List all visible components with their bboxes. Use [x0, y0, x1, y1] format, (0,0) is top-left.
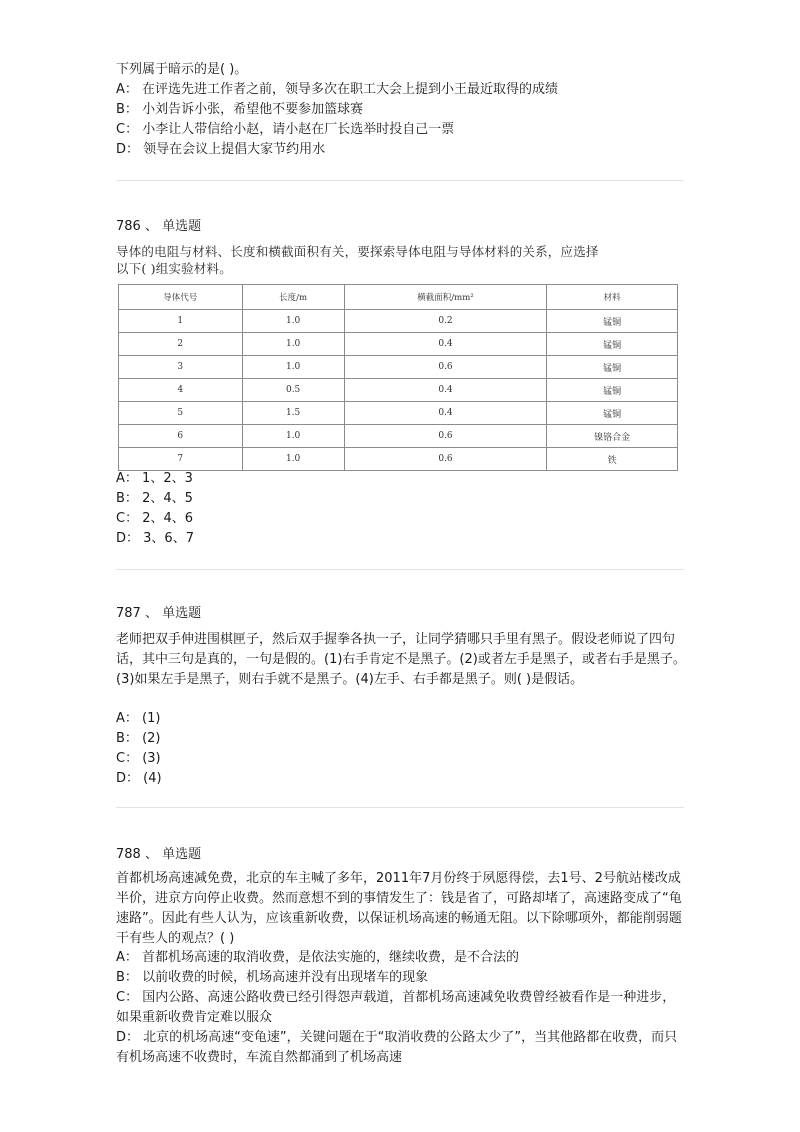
option-label: C：: [116, 511, 139, 526]
divider: [116, 807, 684, 808]
table-cell: 2: [119, 333, 243, 356]
option-text: (4): [143, 771, 162, 786]
option-d[interactable]: [116, 769, 686, 789]
option-b[interactable]: [116, 729, 686, 749]
question-stem: 首都机场高速减免费，北京的车主喊了多年，2011年7月份终于夙愿得偿，去1号、2号航站楼改成半价，进京方向停止收费。然而意想不到的事情发生了：钱是省了，可路却堵了，高速路变成了“龟速路”。因此有些人认为，应该重新收费，以保证机场高速的畅通无阻。以下除哪项外，都能削弱题干有些人的观点？( ): [116, 871, 682, 946]
table-cell: 1.0: [242, 448, 344, 471]
question-heading: 788 、 单选题: [116, 847, 202, 862]
question-stem: 老师把双手伸进围棋匣子，然后双手握拳各执一子，让同学猜哪只手里有黑子。假设老师说了四句话，其中三句是真的，一句是假的。(1)右手肯定不是黑子。(2)或者左手是黑子，或者右手是黑子。(3)如果左手是黑子，则右手就不是黑子。(4)左手、右手都是黑子。则( )是假话。: [116, 632, 686, 687]
question-785: [116, 60, 686, 160]
option-c[interactable]: [116, 749, 686, 769]
column-header: 导体代号: [119, 285, 243, 310]
table-cell: 0.6: [344, 425, 547, 448]
option-text: 领导在会议上提倡大家节约用水: [143, 142, 326, 157]
question-stem: [116, 243, 686, 277]
option-d[interactable]: [116, 1028, 686, 1068]
option-text: 国内公路、高速公路收费已经引得怨声载道，首都机场高速减免收费曾经被看作是一种进步，如果重新收费肯定难以服众: [116, 990, 676, 1025]
option-text: 首都机场高速的取消收费，是依法实施的，继续收费，是不合法的: [142, 950, 520, 965]
option-text: (1): [142, 711, 161, 726]
table-cell: 3: [119, 356, 243, 379]
option-b[interactable]: [116, 100, 686, 120]
table-cell: 1.0: [242, 425, 344, 448]
question-788-options: [116, 948, 686, 1068]
option-a[interactable]: [116, 948, 686, 968]
option-label: D：: [116, 771, 140, 786]
stem-line: 导体的电阻与材料、长度和横截面积有关，要探索导体电阻与导体材料的关系，应选择: [116, 244, 599, 259]
table-row: [119, 425, 678, 448]
table-cell: 1.0: [242, 333, 344, 356]
column-header: 横截面积/mm²: [344, 285, 547, 310]
option-label: A：: [116, 711, 138, 726]
divider: [116, 180, 684, 181]
table-cell: 1.5: [242, 402, 344, 425]
option-text: 小李让人带信给小赵，请小赵在厂长选举时投自己一票: [142, 122, 455, 137]
option-d[interactable]: [116, 140, 686, 160]
option-c[interactable]: [116, 988, 686, 1028]
table-row: [119, 333, 678, 356]
option-label: C：: [116, 990, 139, 1005]
option-b[interactable]: [116, 489, 686, 509]
table-cell: 0.6: [344, 448, 547, 471]
table-cell: 镍铬合金: [547, 425, 678, 448]
table-row: [119, 310, 678, 333]
table-header-row: [119, 285, 678, 310]
option-text: (3): [142, 751, 161, 766]
option-label: A：: [116, 471, 138, 486]
option-label: A：: [116, 82, 138, 97]
table-cell: 铁: [547, 448, 678, 471]
table-cell: 锰铜: [547, 310, 678, 333]
option-text: 1、2、3: [142, 471, 193, 486]
option-label: B：: [116, 102, 138, 117]
table-cell: 0.2: [344, 310, 547, 333]
table-cell: 0.5: [242, 379, 344, 402]
table-cell: 5: [119, 402, 243, 425]
option-c[interactable]: [116, 120, 686, 140]
option-label: C：: [116, 751, 139, 766]
option-text: 3、6、7: [143, 531, 194, 546]
table-cell: 锰铜: [547, 402, 678, 425]
option-label: D：: [116, 1030, 140, 1045]
option-a[interactable]: [116, 80, 686, 100]
question-heading: 787 、 单选题: [116, 606, 202, 621]
table-cell: 0.4: [344, 402, 547, 425]
option-b[interactable]: [116, 968, 686, 988]
table-cell: 0.6: [344, 356, 547, 379]
option-text: 小刘告诉小张，希望他不要参加篮球赛: [142, 102, 364, 117]
table-row: [119, 379, 678, 402]
table-cell: 7: [119, 448, 243, 471]
question-786-options: [116, 469, 686, 549]
option-text: 2、4、5: [142, 491, 193, 506]
table-cell: 6: [119, 425, 243, 448]
option-label: A：: [116, 950, 138, 965]
question-stem: 下列属于暗示的是( )。: [116, 62, 248, 77]
stem-line: 以下( )组实验材料。: [116, 261, 232, 276]
table-cell: 1.0: [242, 310, 344, 333]
column-header: 长度/m: [242, 285, 344, 310]
option-text: 以前收费的时候，机场高速并没有出现堵车的现象: [142, 970, 429, 985]
option-a[interactable]: [116, 709, 686, 729]
table-cell: 4: [119, 379, 243, 402]
table-row: [119, 402, 678, 425]
option-label: B：: [116, 970, 138, 985]
column-header: 材料: [547, 285, 678, 310]
question-787-options: [116, 709, 686, 789]
table-cell: 1.0: [242, 356, 344, 379]
table-cell: 锰铜: [547, 333, 678, 356]
option-label: C：: [116, 122, 139, 137]
table-row: [119, 448, 678, 471]
option-text: 2、4、6: [142, 511, 194, 526]
table-cell: 0.4: [344, 379, 547, 402]
data-table: [118, 284, 678, 471]
option-c[interactable]: [116, 509, 686, 529]
question-heading: 786 、 单选题: [116, 219, 202, 234]
option-label: B：: [116, 731, 138, 746]
option-label: D：: [116, 531, 140, 546]
option-text: 北京的机场高速“变龟速”，关键问题在于“取消收费的公路太少了”，当其他路都在收费，而只有机场高速不收费时，车流自然都涌到了机场高速: [116, 1030, 678, 1065]
table-cell: 锰铜: [547, 379, 678, 402]
table-cell: 0.4: [344, 333, 547, 356]
option-text: (2): [142, 731, 161, 746]
divider: [116, 569, 684, 570]
table-row: [119, 356, 678, 379]
table-cell: 锰铜: [547, 356, 678, 379]
option-d[interactable]: [116, 529, 686, 549]
table-cell: 1: [119, 310, 243, 333]
option-label: D：: [116, 142, 140, 157]
option-a[interactable]: [116, 469, 686, 489]
option-label: B：: [116, 491, 138, 506]
option-text: 在评选先进工作者之前，领导多次在职工大会上提到小王最近取得的成绩: [142, 82, 559, 97]
